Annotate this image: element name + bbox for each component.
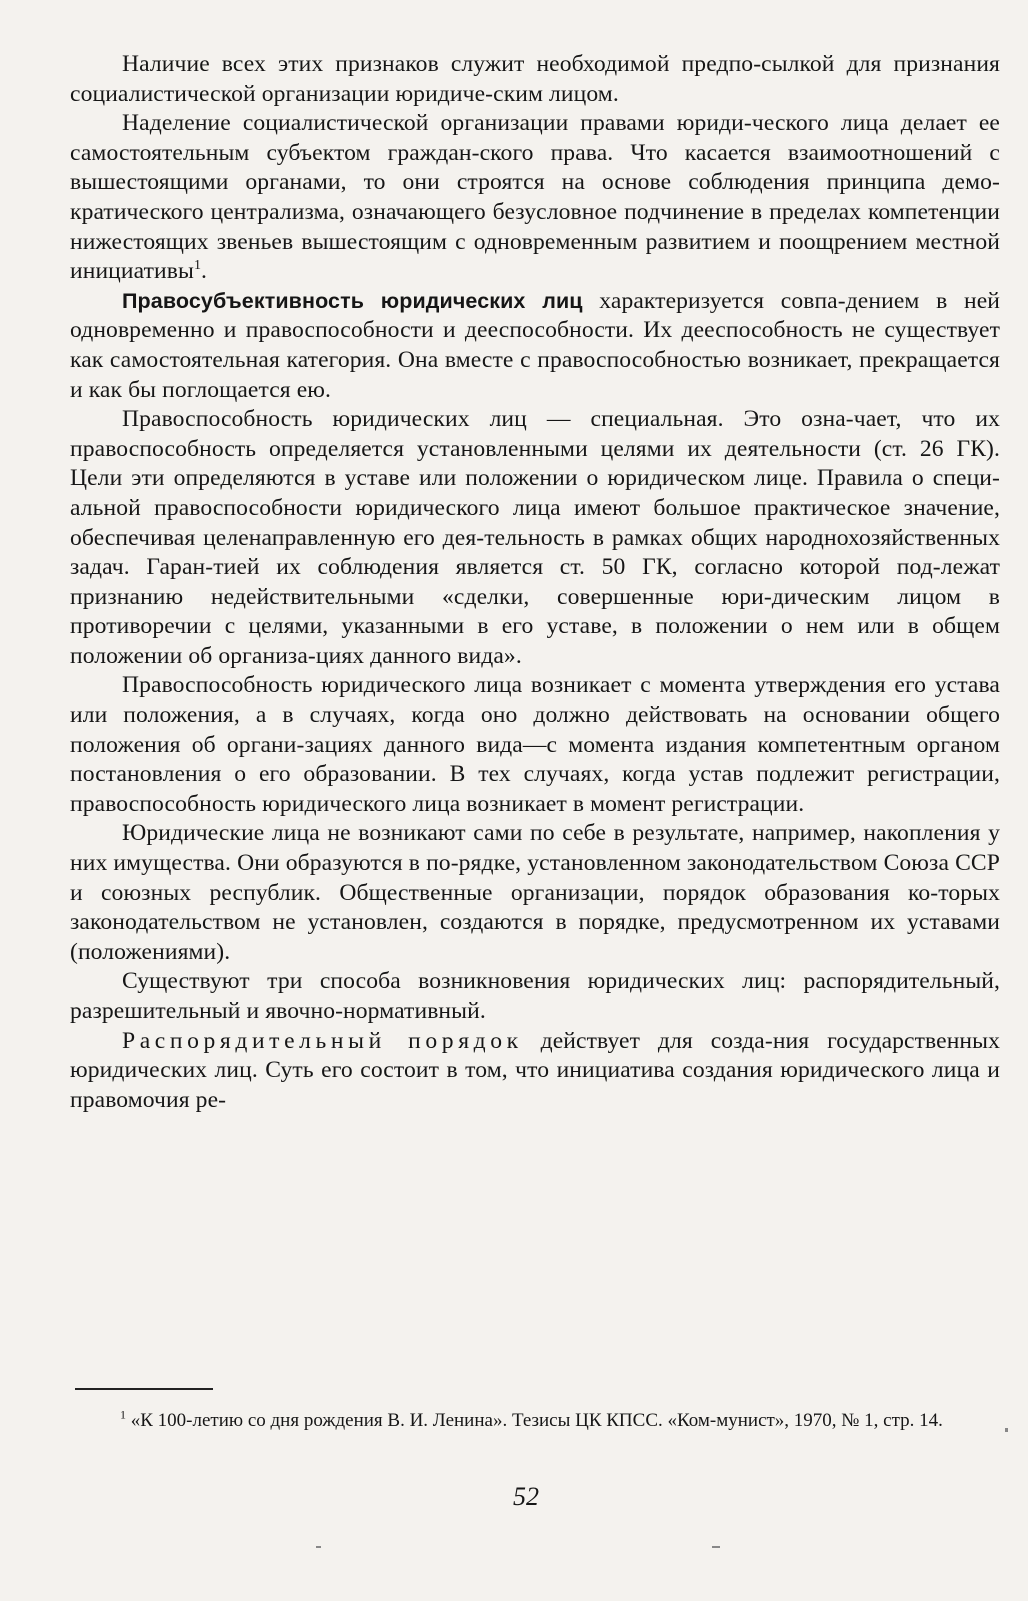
footnote-text: «К 100-летию со дня рождения В. И. Ленина». Тезисы ЦК КПСС. «Ком-мунист», 1970, № 1, стр. 14.	[130, 1410, 943, 1431]
print-speck	[1005, 1428, 1008, 1432]
page-body	[70, 50, 1000, 1115]
footnote-reference[interactable]: 1	[193, 258, 202, 274]
print-speck	[316, 1546, 321, 1548]
paragraph-4: Правоспособность юридических лиц — специальная. Это озна-чает, что их правоспособность определяется установленными целями их деятельности (ст. 26 ГК). Цели эти определяются в уставе или положении о юридическом лице. Правила о специ-альной правоспособности юридического лица имеют большое практическое значение, обеспечивая целенаправленную его дея-тельность в рамках общих народнохозяйственных задач. Гаран-тией их соблюдения является ст. 50 ГК, согласно которой под-лежат признанию недействительными «сделки, совершенные юри-дическим лицом в противоречии с целями, указанными в его уставе, в положении о нем или в общем положении об организа-циях данного вида».	[70, 406, 1000, 669]
paragraph-6: Юридические лица не возникают сами по себе в результате, например, накопления у них имущества. Они образуются в по-рядке, установленном законодательством Союза ССР и союзных республик. Общественные организации, порядок образования ко-торых законодательством не установлен, создаются в порядке, предусмотренном их уставами (положениями).	[70, 820, 1000, 965]
paragraph-8	[70, 1027, 1000, 1116]
paragraph-2-text: Наделение социалистической организации правами юриди-ческого лица делает ее самостоятельным субъектом граждан-ского права. Что касается взаимоотношений с вышестоящими органами, то они строятся на основе соблюдения принципа демо-кратического централизма, означающего безусловное подчинение в пределах компетенции нижестоящих звеньев вышестоящим с одновременным развитием и поощрением местной инициативы	[70, 110, 1000, 285]
paragraph-3-text: характеризуется совпа-дением в ней одновременно и правоспособности и дееспособности. Их дееспособность не существует как самостоятельная категория. Она вместе с правоспособностью возникает, прекращается и как бы поглощается ею.	[70, 287, 1001, 403]
paragraph-5: Правоспособность юридического лица возникает с момента утверждения его устава или положения, а в случаях, когда оно должно действовать на основании общего положения об органи-зациях данного вида—с момента издания компетентным органом постановления о его образовании. В тех случаях, когда устав подлежит регистрации, правоспособность юридического лица возникает в момент регистрации.	[70, 672, 1000, 817]
paragraph-8-text: действует для созда-ния государственных юридических лиц. Суть его состоит в том, что инициатива создания юридического лица и правомочия ре-	[70, 1027, 1000, 1113]
paragraph-1: Наличие всех этих признаков служит необходимой предпо-сылкой для признания социалистической организации юридиче-ским лицом.	[70, 51, 1000, 107]
spaced-term: Распорядительный порядок	[122, 1027, 523, 1054]
print-speck	[712, 1546, 720, 1548]
paragraph-7: Существуют три способа возникновения юридических лиц: распорядительный, разрешительный и явочно-нормативный.	[70, 968, 1000, 1024]
paragraph-3	[70, 287, 1000, 405]
footnote-divider	[75, 1388, 213, 1390]
page-number: 52	[513, 1482, 539, 1511]
footnote	[78, 1408, 980, 1433]
bold-term: Правосубъективность юридических лиц	[122, 288, 583, 313]
footnote-marker: 1	[120, 1407, 126, 1422]
paragraph-2: Наделение социалистической организации правами юриди-ческого лица делает ее самостоятельным субъектом граждан-ского права. Что касается взаимоотношений с вышестоящими органами, то они строятся на основе соблюдения принципа демо-кратического централизма, означающего безусловное подчинение в пределах компетенции нижестоящих звеньев вышестоящим с одновременным развитием и поощрением местной инициативы$^1$.	[70, 110, 1000, 285]
